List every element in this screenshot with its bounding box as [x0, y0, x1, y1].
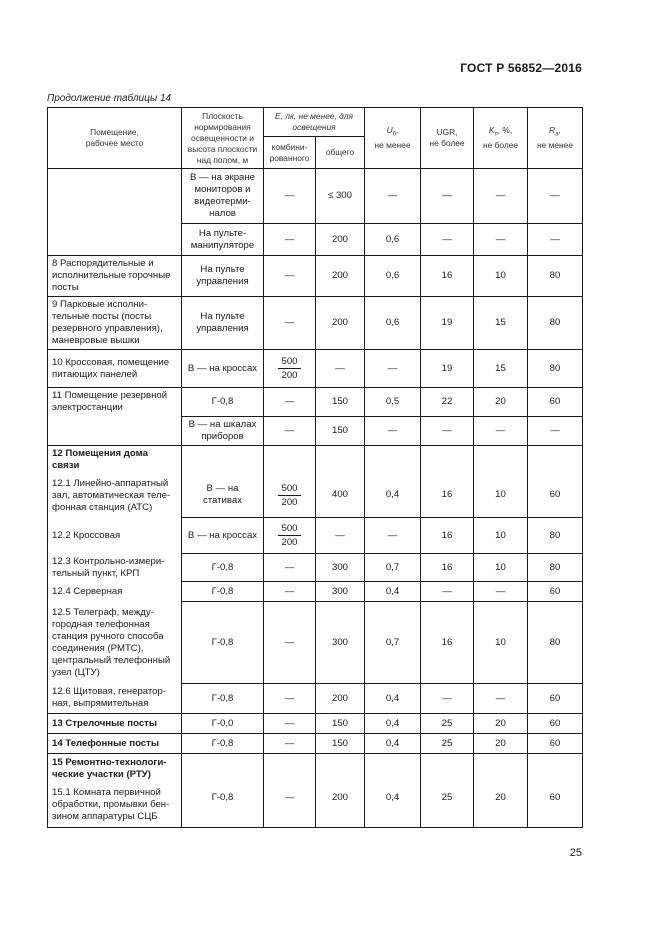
cell-e-combined: —: [264, 734, 316, 754]
fraction-numerator: 500: [278, 522, 300, 536]
cell-e-general: 200: [316, 684, 365, 714]
cell-e-general: 200: [316, 784, 365, 828]
table-row: [48, 754, 583, 784]
cell-e-general: 400: [316, 474, 365, 518]
cell-room: 12.3 Контрольно-измерительный пункт, КРП: [48, 554, 182, 582]
cell-e-general: [316, 754, 365, 784]
cell-kp: —: [474, 582, 528, 602]
cell-ugr: 19: [421, 297, 474, 350]
cell-e-combined: [264, 518, 316, 554]
cell-e-combined: [264, 350, 316, 388]
cell-ra: 80: [528, 256, 583, 297]
cell-plane: Г-0,8: [182, 602, 264, 684]
cell-e-combined: —: [264, 169, 316, 224]
cell-plane: Г-0,8: [182, 582, 264, 602]
cell-u0: 0,7: [365, 602, 421, 684]
header-ra-symbol: R: [549, 124, 556, 135]
cell-kp: —: [474, 169, 528, 224]
cell-u0: 0,6: [365, 256, 421, 297]
cell-room: [48, 416, 182, 445]
document-code: ГОСТ Р 56852—2016: [460, 61, 582, 75]
cell-ra: 80: [528, 518, 583, 554]
cell-kp: 10: [474, 554, 528, 582]
cell-e-combined: —: [264, 684, 316, 714]
cell-u0: 0,7: [365, 554, 421, 582]
table-row: [48, 169, 583, 224]
header-illuminance: [264, 108, 365, 137]
table-row: [48, 350, 583, 388]
table-row: [48, 388, 583, 417]
cell-ra: 80: [528, 350, 583, 388]
cell-plane: Г-0,8: [182, 388, 264, 417]
cell-kp: 10: [474, 518, 528, 554]
cell-u0: 0,5: [365, 388, 421, 417]
cell-ra: 60: [528, 474, 583, 518]
fraction: [278, 482, 300, 509]
table-row: [48, 256, 583, 297]
table-row: [48, 734, 583, 754]
cell-u0: 0,4: [365, 474, 421, 518]
cell-u0: 0,4: [365, 684, 421, 714]
header-kp: [474, 108, 528, 169]
cell-e-general: 300: [316, 602, 365, 684]
header-ra-sub: a: [555, 131, 559, 138]
fraction-numerator: 500: [278, 355, 300, 369]
table-row: [48, 602, 583, 684]
cell-ugr: 19: [421, 350, 474, 388]
cell-room: 13 Стрелочные посты: [48, 714, 182, 734]
header-room-line1: Помещение,: [90, 127, 139, 137]
cell-u0: —: [365, 416, 421, 445]
table-row: [48, 445, 583, 474]
table-row: [48, 582, 583, 602]
cell-u0: 0,4: [365, 714, 421, 734]
cell-ugr: 16: [421, 518, 474, 554]
cell-e-general: 200: [316, 256, 365, 297]
cell-room: 15 Ремонтно-технологические участки (РТУ): [48, 754, 182, 784]
cell-kp: 10: [474, 474, 528, 518]
cell-e-combined: —: [264, 602, 316, 684]
cell-plane: В — на шкалах приборов: [182, 416, 264, 445]
cell-ra: 80: [528, 602, 583, 684]
cell-u0: —: [365, 169, 421, 224]
cell-u0: —: [365, 518, 421, 554]
header-row-1: [48, 108, 583, 137]
cell-plane: На пульте управления: [182, 256, 264, 297]
cell-plane: В — на кроссах: [182, 350, 264, 388]
table-row: [48, 684, 583, 714]
cell-ra: 60: [528, 714, 583, 734]
cell-plane: Г-0,0: [182, 714, 264, 734]
cell-e-general: 150: [316, 388, 365, 417]
lighting-norms-table: [47, 107, 583, 828]
cell-ra: —: [528, 224, 583, 256]
cell-ra: 60: [528, 388, 583, 417]
page-number: 25: [569, 847, 582, 859]
cell-room: 12.1 Линейно-аппаратный зал, автоматическая телефонная станция (АТС): [48, 474, 182, 518]
cell-room: 15.1 Комната первичной обработки, промывки бензином аппаратуры СЦБ: [48, 784, 182, 828]
fraction-denominator: 200: [281, 496, 298, 508]
cell-e-combined: —: [264, 224, 316, 256]
cell-ugr: —: [421, 224, 474, 256]
cell-e-combined: —: [264, 256, 316, 297]
cell-ra: [528, 754, 583, 784]
cell-ugr: 25: [421, 714, 474, 734]
cell-ra: 60: [528, 784, 583, 828]
header-ra-note: не менее: [537, 140, 573, 151]
cell-u0: 0,6: [365, 297, 421, 350]
table-row: [48, 474, 583, 518]
header-room: [48, 108, 182, 169]
cell-ugr: [421, 445, 474, 474]
header-kp-rest: , %,: [497, 124, 513, 135]
cell-u0: [365, 754, 421, 784]
header-e-combined: комбинированного: [264, 137, 316, 169]
header-plane: Плоскость нормирования освещенности и высота плоскости над полом, м: [182, 108, 264, 169]
cell-kp: 10: [474, 602, 528, 684]
cell-ra: 60: [528, 684, 583, 714]
cell-ugr: 16: [421, 256, 474, 297]
header-ugr-label: UGR,: [436, 127, 458, 137]
cell-ra: [528, 445, 583, 474]
cell-ugr: —: [421, 416, 474, 445]
cell-e-combined: [264, 754, 316, 784]
cell-ugr: —: [421, 582, 474, 602]
header-e-general: общего: [316, 137, 365, 169]
cell-ugr: 16: [421, 474, 474, 518]
cell-room: 12.6 Щитовая, генераторная, выпрямительная: [48, 684, 182, 714]
cell-ra: 60: [528, 734, 583, 754]
cell-room: [48, 224, 182, 256]
cell-room: 12 Помещения дома связи: [48, 445, 182, 474]
cell-kp: 20: [474, 714, 528, 734]
cell-ugr: 25: [421, 734, 474, 754]
cell-plane: [182, 445, 264, 474]
cell-plane: В — на стативах: [182, 474, 264, 518]
table-row: [48, 518, 583, 554]
cell-plane: На пульте-манипуляторе: [182, 224, 264, 256]
cell-kp: 20: [474, 734, 528, 754]
cell-kp: [474, 754, 528, 784]
cell-room: 12.2 Кроссовая: [48, 518, 182, 554]
cell-plane: Г-0,8: [182, 734, 264, 754]
cell-kp: —: [474, 224, 528, 256]
cell-kp: 20: [474, 388, 528, 417]
fraction: [278, 355, 300, 382]
header-ugr-note: не более: [429, 138, 465, 148]
cell-u0: —: [365, 350, 421, 388]
header-kp-note: не более: [482, 140, 519, 151]
header-ra-rest: ,: [558, 124, 561, 135]
table-row: [48, 224, 583, 256]
header-u0-symbol: U: [386, 124, 393, 135]
cell-e-combined: —: [264, 416, 316, 445]
cell-ugr: [421, 754, 474, 784]
table-row: [48, 784, 583, 828]
cell-kp: 10: [474, 256, 528, 297]
cell-e-general: 300: [316, 582, 365, 602]
cell-e-combined: —: [264, 554, 316, 582]
cell-plane: Г-0,8: [182, 554, 264, 582]
fraction-denominator: 200: [281, 370, 298, 381]
cell-u0: 0,4: [365, 734, 421, 754]
cell-room: [48, 169, 182, 224]
cell-e-general: 300: [316, 554, 365, 582]
cell-e-combined: —: [264, 388, 316, 417]
header-u0: [365, 108, 421, 169]
cell-e-general: 150: [316, 714, 365, 734]
cell-kp: 15: [474, 297, 528, 350]
cell-plane: В — на экране мониторов и видеотерминалов: [182, 169, 264, 224]
cell-ra: —: [528, 169, 583, 224]
cell-e-combined: —: [264, 297, 316, 350]
cell-room: 12.4 Серверная: [48, 582, 182, 602]
cell-u0: 0,4: [365, 582, 421, 602]
header-kp-symbol: K: [488, 124, 495, 135]
header-u0-sub: 0: [392, 131, 397, 138]
cell-e-general: 150: [316, 416, 365, 445]
cell-e-combined: —: [264, 582, 316, 602]
cell-ugr: 16: [421, 554, 474, 582]
cell-ugr: 25: [421, 784, 474, 828]
cell-e-combined: —: [264, 714, 316, 734]
cell-plane: Г-0,8: [182, 784, 264, 828]
cell-e-general: [316, 445, 365, 474]
cell-e-general: 200: [316, 297, 365, 350]
table-row: [48, 714, 583, 734]
table-row: [48, 297, 583, 350]
header-ugr: [421, 108, 474, 169]
header-room-line2: рабочее место: [85, 138, 144, 148]
cell-room: 12.5 Телеграф, междугородная телефонная станция ручного способа соединения (РМТС), центральный телефонный узел (ЦТУ): [48, 602, 182, 684]
cell-ugr: —: [421, 684, 474, 714]
cell-kp: [474, 445, 528, 474]
cell-plane: На пульте управления: [182, 297, 264, 350]
table-row: [48, 416, 583, 445]
cell-e-combined: —: [264, 784, 316, 828]
cell-ugr: —: [421, 169, 474, 224]
cell-e-general: ≤ 300: [316, 169, 365, 224]
cell-u0: [365, 445, 421, 474]
cell-e-general: —: [316, 518, 365, 554]
cell-kp: —: [474, 416, 528, 445]
cell-e-combined: [264, 445, 316, 474]
cell-kp: —: [474, 684, 528, 714]
fraction: [278, 522, 300, 549]
cell-room: 14 Телефонные посты: [48, 734, 182, 754]
cell-room: 11 Помещение резервной электростанции: [48, 388, 182, 417]
cell-plane: Г-0,8: [182, 684, 264, 714]
cell-u0: 0,4: [365, 784, 421, 828]
header-e-title: E, лк, не менее, для освещения: [275, 111, 353, 132]
header-u0-note: не менее: [374, 140, 411, 151]
cell-ra: 80: [528, 554, 583, 582]
cell-ra: —: [528, 416, 583, 445]
cell-e-general: 150: [316, 734, 365, 754]
cell-e-combined: [264, 474, 316, 518]
table-caption: Продолжение таблицы 14: [47, 93, 172, 104]
cell-plane: [182, 754, 264, 784]
fraction-numerator: 500: [278, 482, 300, 496]
table-row: [48, 554, 583, 582]
cell-kp: 15: [474, 350, 528, 388]
cell-ra: 80: [528, 297, 583, 350]
cell-ra: 60: [528, 582, 583, 602]
cell-e-general: 200: [316, 224, 365, 256]
header-ra: [528, 108, 583, 169]
cell-ugr: 22: [421, 388, 474, 417]
cell-ugr: 16: [421, 602, 474, 684]
cell-kp: 20: [474, 784, 528, 828]
header-u0-rest: ,: [396, 124, 399, 135]
cell-plane: В — на кроссах: [182, 518, 264, 554]
cell-u0: 0,6: [365, 224, 421, 256]
cell-room: 9 Парковые исполнительные посты (посты резервного управления), маневровые вышки: [48, 297, 182, 350]
cell-e-general: —: [316, 350, 365, 388]
cell-room: 10 Кроссовая, помещение питающих панелей: [48, 350, 182, 388]
cell-room: 8 Распорядительные и исполнительные горочные посты: [48, 256, 182, 297]
fraction-denominator: 200: [281, 537, 298, 548]
header-kp-sub: п: [494, 131, 498, 138]
